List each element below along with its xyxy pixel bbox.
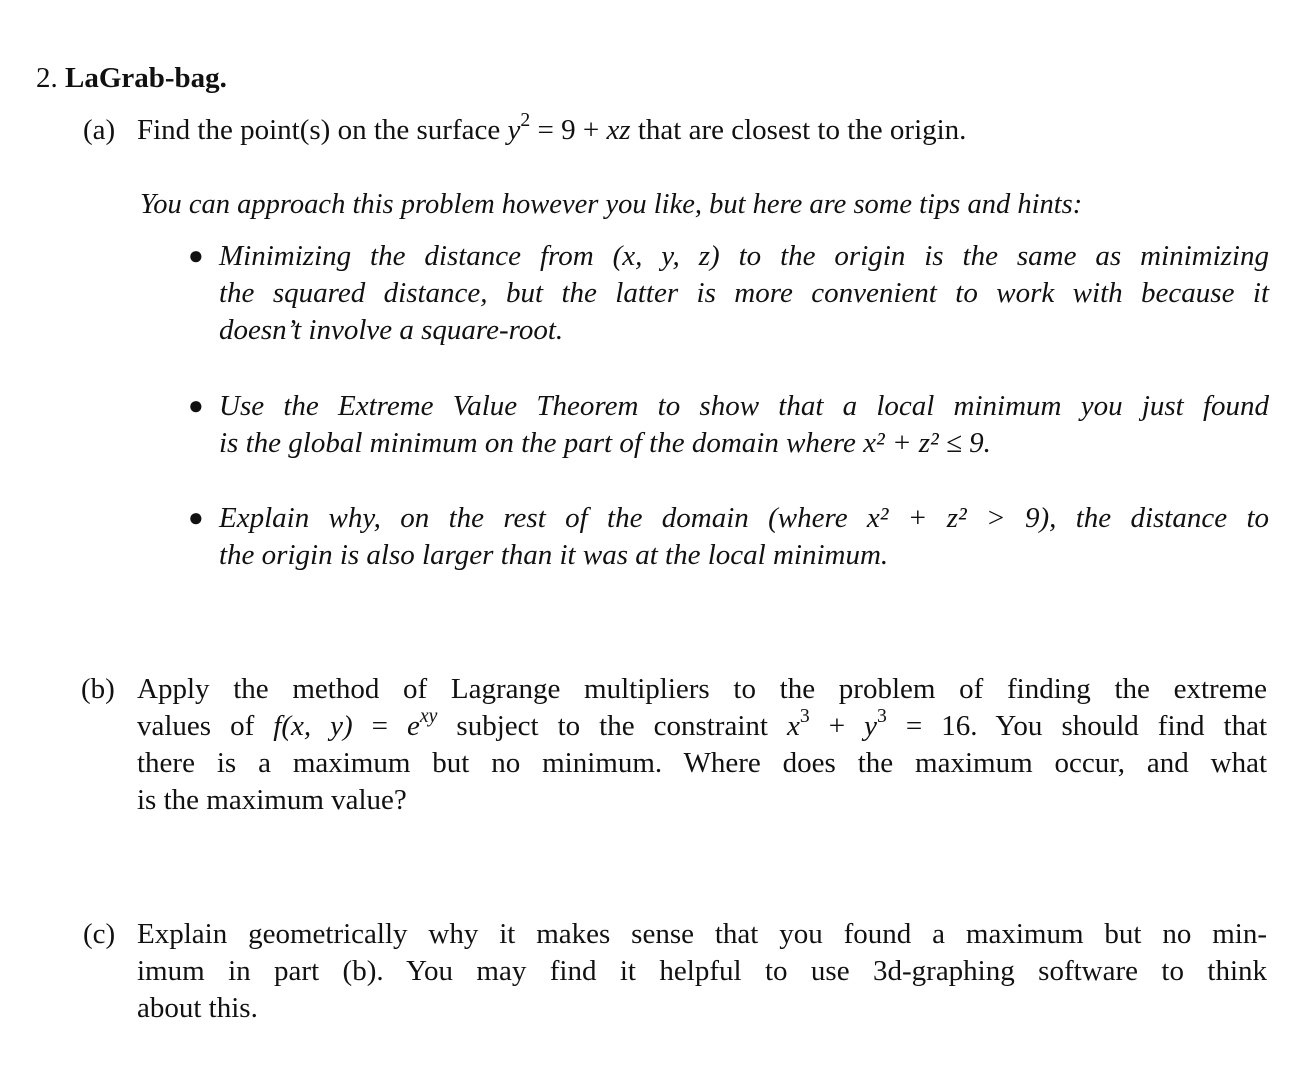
part-a-question — [137, 109, 967, 148]
hint-2-line-2: is the global minimum on the part of the domain where x² + z² ≤ 9. — [219, 427, 991, 459]
part-a-label: (a) — [83, 114, 116, 146]
part-b-label: (b) — [81, 673, 115, 705]
hint-1-line-2: the squared distance, but the latter is more convenient to work with because it — [219, 277, 1269, 309]
part-b-line-4: is the maximum value? — [137, 784, 407, 816]
bullet-icon: ● — [188, 391, 204, 420]
problem-heading — [36, 60, 227, 96]
surface-equation-rhs: = 9 + xz — [537, 114, 631, 146]
part-b-line-3: there is a maximum but no minimum. Where does the maximum occur, and what — [137, 747, 1267, 779]
part-b-line-1: Apply the method of Lagrange multipliers to the problem of finding the extreme — [137, 673, 1267, 705]
hint-2-line-1: Use the Extreme Value Theorem to show that a local minimum you just found — [219, 390, 1269, 422]
exp-base: $e^{xy}$ — [407, 705, 438, 742]
part-c-line-1: Explain geometrically why it makes sense that you found a maximum but no min- — [137, 918, 1267, 950]
hint-1-line-1: Minimizing the distance from (x, y, z) to the origin is the same as minimizing — [219, 240, 1269, 272]
part-c-label: (c) — [83, 918, 116, 950]
part-a-text-after: that are closest to the origin. — [637, 114, 967, 146]
bullet-icon: ● — [188, 241, 204, 270]
part-c-line-3: about this. — [137, 992, 258, 1024]
hint-3-line-1: Explain why, on the rest of the domain (where x² + z² > 9), the distance to — [219, 502, 1269, 534]
part-b-line-2: values of f(x, $y) = e^{xy}$ subject to the constraint $x^3 + y^3 = 16$. You should find that — [137, 705, 1268, 742]
constraint: $x^3$ — [786, 705, 810, 742]
part-c-line-2: imum in part (b). You may find it helpful to use 3d-graphing software to think — [137, 955, 1267, 987]
surface-equation-lhs: $y^2$ — [507, 109, 531, 146]
bullet-icon: ● — [188, 503, 204, 532]
function-f: f(x, y) — [273, 710, 353, 742]
hint-1-line-3: doesn’t involve a square-root. — [219, 314, 564, 346]
problem-title: LaGrab-bag. — [65, 62, 227, 94]
hint-3-line-2: the origin is also larger than it was at the local minimum. — [219, 539, 889, 571]
problem-number: 2. — [36, 62, 58, 94]
part-a-text-before: Find the point(s) on the surface — [137, 114, 501, 146]
hint-intro: You can approach this problem however you like, but here are some tips and hints: — [140, 189, 1083, 220]
